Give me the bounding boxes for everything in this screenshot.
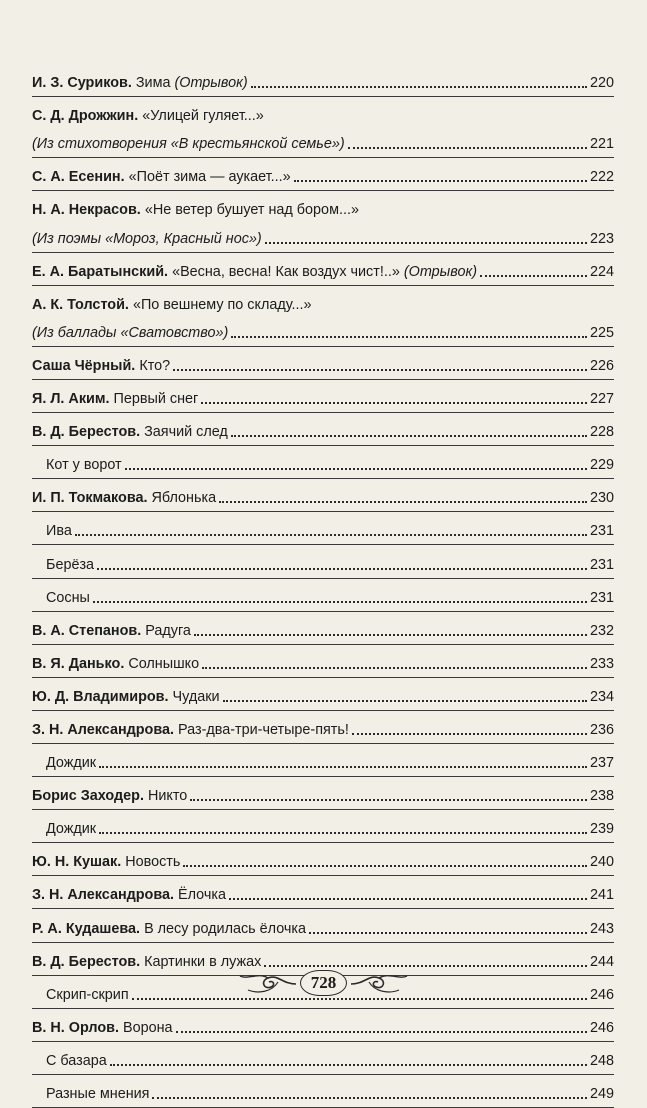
dot-leader	[173, 369, 587, 371]
toc-author: Е. А. Баратынский.	[32, 263, 169, 280]
toc-entry	[32, 479, 614, 512]
dot-leader	[348, 147, 587, 149]
toc-page-number: 229	[589, 457, 614, 474]
toc-line	[32, 125, 614, 153]
dot-leader	[231, 336, 587, 338]
toc-line-text	[32, 721, 349, 739]
toc-line-text	[46, 556, 94, 574]
toc-line	[32, 286, 614, 314]
toc-entry	[32, 158, 614, 191]
toc-page-number: 238	[589, 788, 614, 805]
toc-title: Солнышко	[128, 655, 200, 672]
toc-title: Кот у ворот	[46, 457, 122, 474]
dot-leader	[190, 799, 587, 801]
toc-line-text	[46, 820, 96, 838]
toc-page-number: 223	[589, 230, 614, 247]
page-footer	[0, 966, 647, 1000]
toc-title: «Весна, весна! Как воздух чист!..»	[172, 263, 400, 280]
toc-page-number: 237	[589, 755, 614, 772]
toc-italic-note: (Из поэмы «Мороз, Красный нос»)	[32, 230, 262, 247]
toc-page-number: 249	[589, 1086, 614, 1102]
toc-line-text	[32, 622, 191, 640]
toc-title: Ёлочка	[178, 887, 226, 904]
right-ornament-icon	[349, 970, 409, 996]
dot-leader	[309, 932, 587, 934]
toc-line	[32, 744, 614, 772]
toc-page-number: 224	[589, 263, 614, 280]
toc-line-text	[32, 74, 248, 92]
toc-author: Я. Л. Аким.	[32, 391, 110, 408]
toc-page-number: 231	[589, 556, 614, 573]
toc-line-text	[46, 1085, 149, 1103]
toc-title: «По вешнему по складу...»	[132, 296, 312, 313]
toc-title: В лесу родилась ёлочка	[144, 920, 307, 937]
toc-entry	[32, 678, 614, 711]
toc-title: Сосны	[46, 589, 90, 606]
toc-title: Радуга	[145, 622, 191, 639]
dot-leader	[223, 700, 587, 702]
toc-title: Скрип-скрип	[46, 986, 129, 1003]
toc-page-number: 233	[589, 655, 614, 672]
toc-line	[32, 158, 614, 186]
toc-line	[32, 253, 614, 281]
toc-line-text	[32, 168, 291, 186]
toc-line-text	[32, 886, 226, 904]
toc-title: «Поёт зима — аукает...»	[128, 169, 291, 186]
toc-line	[32, 545, 614, 573]
dot-leader	[202, 667, 587, 669]
toc-page-number: 246	[589, 986, 614, 1003]
toc-page-number: 234	[589, 688, 614, 705]
toc-entry	[32, 645, 614, 678]
toc-entry	[32, 579, 614, 612]
toc-line	[32, 347, 614, 375]
toc-title: Дождик	[46, 821, 97, 838]
toc-author: З. Н. Александрова.	[32, 887, 175, 904]
toc-line-text	[32, 423, 228, 441]
dot-leader	[265, 242, 587, 244]
toc-title: Зима	[135, 75, 171, 92]
toc-line-text	[32, 357, 170, 375]
toc-entry	[32, 876, 614, 909]
toc-page-number: 226	[589, 357, 614, 374]
toc-page-number: 236	[589, 721, 614, 738]
toc-line-text	[46, 754, 96, 772]
toc-title: «Не ветер бушует над бором...»	[144, 202, 359, 219]
toc-italic-note: (Из стихотворения «В крестьянской семье»)	[32, 136, 345, 153]
toc-entry	[32, 413, 614, 446]
toc-line	[32, 612, 614, 640]
toc-line	[32, 219, 614, 247]
toc-page-number: 244	[589, 953, 614, 970]
toc-line-text	[32, 655, 199, 673]
toc-entry	[32, 1075, 614, 1108]
toc-author: И. П. Токмакова.	[32, 490, 148, 507]
toc-entry	[32, 446, 614, 479]
toc-page-number: 222	[589, 169, 614, 186]
toc-line	[32, 579, 614, 607]
toc-title: Первый снег	[113, 391, 199, 408]
toc-line	[32, 1042, 614, 1070]
toc-entry	[32, 777, 614, 810]
toc-line-text	[32, 201, 359, 219]
toc-title: Дождик	[46, 755, 97, 772]
toc-line-text	[46, 589, 90, 607]
toc-entry	[32, 810, 614, 843]
toc-page-number: 227	[589, 391, 614, 408]
toc-line	[32, 876, 614, 904]
toc-italic-note: (Отрывок)	[403, 263, 478, 280]
toc-page-number: 221	[589, 136, 614, 153]
toc-entry	[32, 347, 614, 380]
dot-leader	[176, 1031, 587, 1033]
toc-entry	[32, 191, 614, 252]
toc-entry	[32, 545, 614, 578]
left-ornament-icon	[238, 970, 298, 996]
toc-title: Заячий след	[144, 424, 228, 441]
dot-leader	[352, 733, 587, 735]
toc-author: С. А. Есенин.	[32, 169, 125, 186]
toc-author: Борис Заходер.	[32, 788, 144, 805]
toc-title: Никто	[147, 788, 188, 805]
toc-title: Картинки в лужах	[144, 953, 262, 970]
dot-leader	[110, 1064, 587, 1066]
dot-leader	[93, 601, 587, 603]
toc-line-text	[32, 135, 345, 153]
table-of-contents	[32, 64, 614, 1108]
toc-author: Н. А. Некрасов.	[32, 202, 141, 219]
toc-line	[32, 512, 614, 540]
toc-entry	[32, 512, 614, 545]
toc-line-text	[32, 324, 228, 342]
page-number: 728	[300, 970, 348, 996]
toc-title: «Улицей гуляет...»	[142, 108, 264, 125]
dot-leader	[125, 468, 587, 470]
toc-line	[32, 380, 614, 408]
toc-line-text	[32, 489, 216, 507]
toc-line-text	[32, 688, 220, 706]
toc-line	[32, 678, 614, 706]
toc-line-text	[32, 107, 264, 125]
toc-author: Р. А. Кудашева.	[32, 920, 141, 937]
toc-entry	[32, 286, 614, 347]
toc-entry	[32, 909, 614, 942]
toc-author: В. А. Степанов.	[32, 622, 142, 639]
toc-line-text	[32, 920, 306, 938]
toc-line	[32, 97, 614, 125]
dot-leader	[183, 865, 587, 867]
toc-page-number: 228	[589, 424, 614, 441]
toc-line	[32, 777, 614, 805]
toc-title: Ворона	[123, 1019, 173, 1036]
toc-page-number: 231	[589, 523, 614, 540]
toc-page-number: 231	[589, 589, 614, 606]
toc-page-number: 225	[589, 324, 614, 341]
toc-page-number: 248	[589, 1052, 614, 1069]
toc-line	[32, 810, 614, 838]
toc-author: С. Д. Дрожжин.	[32, 108, 139, 125]
toc-italic-note: (Отрывок)	[174, 75, 248, 92]
dot-leader	[251, 86, 587, 88]
toc-page-number: 220	[589, 75, 614, 92]
toc-entry	[32, 1042, 614, 1075]
toc-line	[32, 843, 614, 871]
toc-title: Раз-два-три-четыре-пять!	[178, 721, 349, 738]
toc-line-text	[32, 853, 180, 871]
toc-line	[32, 64, 614, 92]
toc-line	[32, 1075, 614, 1103]
toc-line	[32, 479, 614, 507]
toc-line-text	[46, 1052, 107, 1070]
toc-line-text	[32, 230, 262, 248]
dot-leader	[99, 766, 587, 768]
toc-entry	[32, 64, 614, 97]
toc-line-text	[46, 522, 72, 540]
toc-author: В. Н. Орлов.	[32, 1019, 119, 1036]
toc-line	[32, 1009, 614, 1037]
dot-leader	[152, 1097, 587, 1099]
dot-leader	[99, 832, 587, 834]
toc-line-text	[32, 787, 187, 805]
toc-page-number: 239	[589, 821, 614, 838]
toc-title: Берёза	[46, 556, 95, 573]
toc-line-text	[32, 1019, 173, 1037]
toc-author: Саша Чёрный.	[32, 357, 136, 374]
dot-leader	[75, 534, 587, 536]
toc-entry	[32, 1009, 614, 1042]
toc-page-number: 241	[589, 887, 614, 904]
toc-title: Чудаки	[172, 688, 220, 705]
dot-leader	[229, 898, 587, 900]
toc-entry	[32, 711, 614, 744]
toc-title: Новость	[125, 854, 181, 871]
toc-italic-note: (Из баллады «Сватовство»)	[32, 324, 229, 341]
toc-author: З. Н. Александрова.	[32, 721, 175, 738]
toc-author: Ю. Д. Владимиров.	[32, 688, 169, 705]
toc-title: Ива	[46, 523, 72, 540]
toc-author: И. З. Суриков.	[32, 75, 132, 92]
toc-entry	[32, 97, 614, 158]
toc-author: А. К. Толстой.	[32, 296, 129, 313]
dot-leader	[219, 501, 587, 503]
toc-line	[32, 711, 614, 739]
toc-title: Яблонька	[151, 490, 217, 507]
toc-title: Разные мнения	[46, 1086, 150, 1102]
dot-leader	[480, 275, 587, 277]
dot-leader	[231, 435, 587, 437]
toc-line-text	[32, 263, 477, 281]
toc-line-text	[32, 296, 312, 314]
toc-entry	[32, 380, 614, 413]
toc-page-number: 232	[589, 622, 614, 639]
toc-author: В. Д. Берестов.	[32, 424, 141, 441]
toc-line	[32, 314, 614, 342]
toc-author: В. Я. Данько.	[32, 655, 125, 672]
toc-line	[32, 446, 614, 474]
toc-page-number: 246	[589, 1019, 614, 1036]
toc-line	[32, 413, 614, 441]
toc-line	[32, 909, 614, 937]
dot-leader	[294, 180, 587, 182]
toc-page-number: 230	[589, 490, 614, 507]
toc-author: В. Д. Берестов.	[32, 953, 141, 970]
toc-page-number: 243	[589, 920, 614, 937]
dot-leader	[201, 402, 587, 404]
toc-line-text	[32, 390, 198, 408]
dot-leader	[194, 634, 587, 636]
toc-line	[32, 645, 614, 673]
toc-entry	[32, 253, 614, 286]
toc-entry	[32, 744, 614, 777]
toc-line-text	[46, 456, 122, 474]
toc-page-number: 240	[589, 854, 614, 871]
toc-line	[32, 191, 614, 219]
toc-entry	[32, 612, 614, 645]
toc-author: Ю. Н. Кушак.	[32, 854, 122, 871]
dot-leader	[97, 568, 587, 570]
toc-title: С базара	[46, 1052, 107, 1069]
toc-entry	[32, 843, 614, 876]
toc-title: Кто?	[139, 357, 171, 374]
